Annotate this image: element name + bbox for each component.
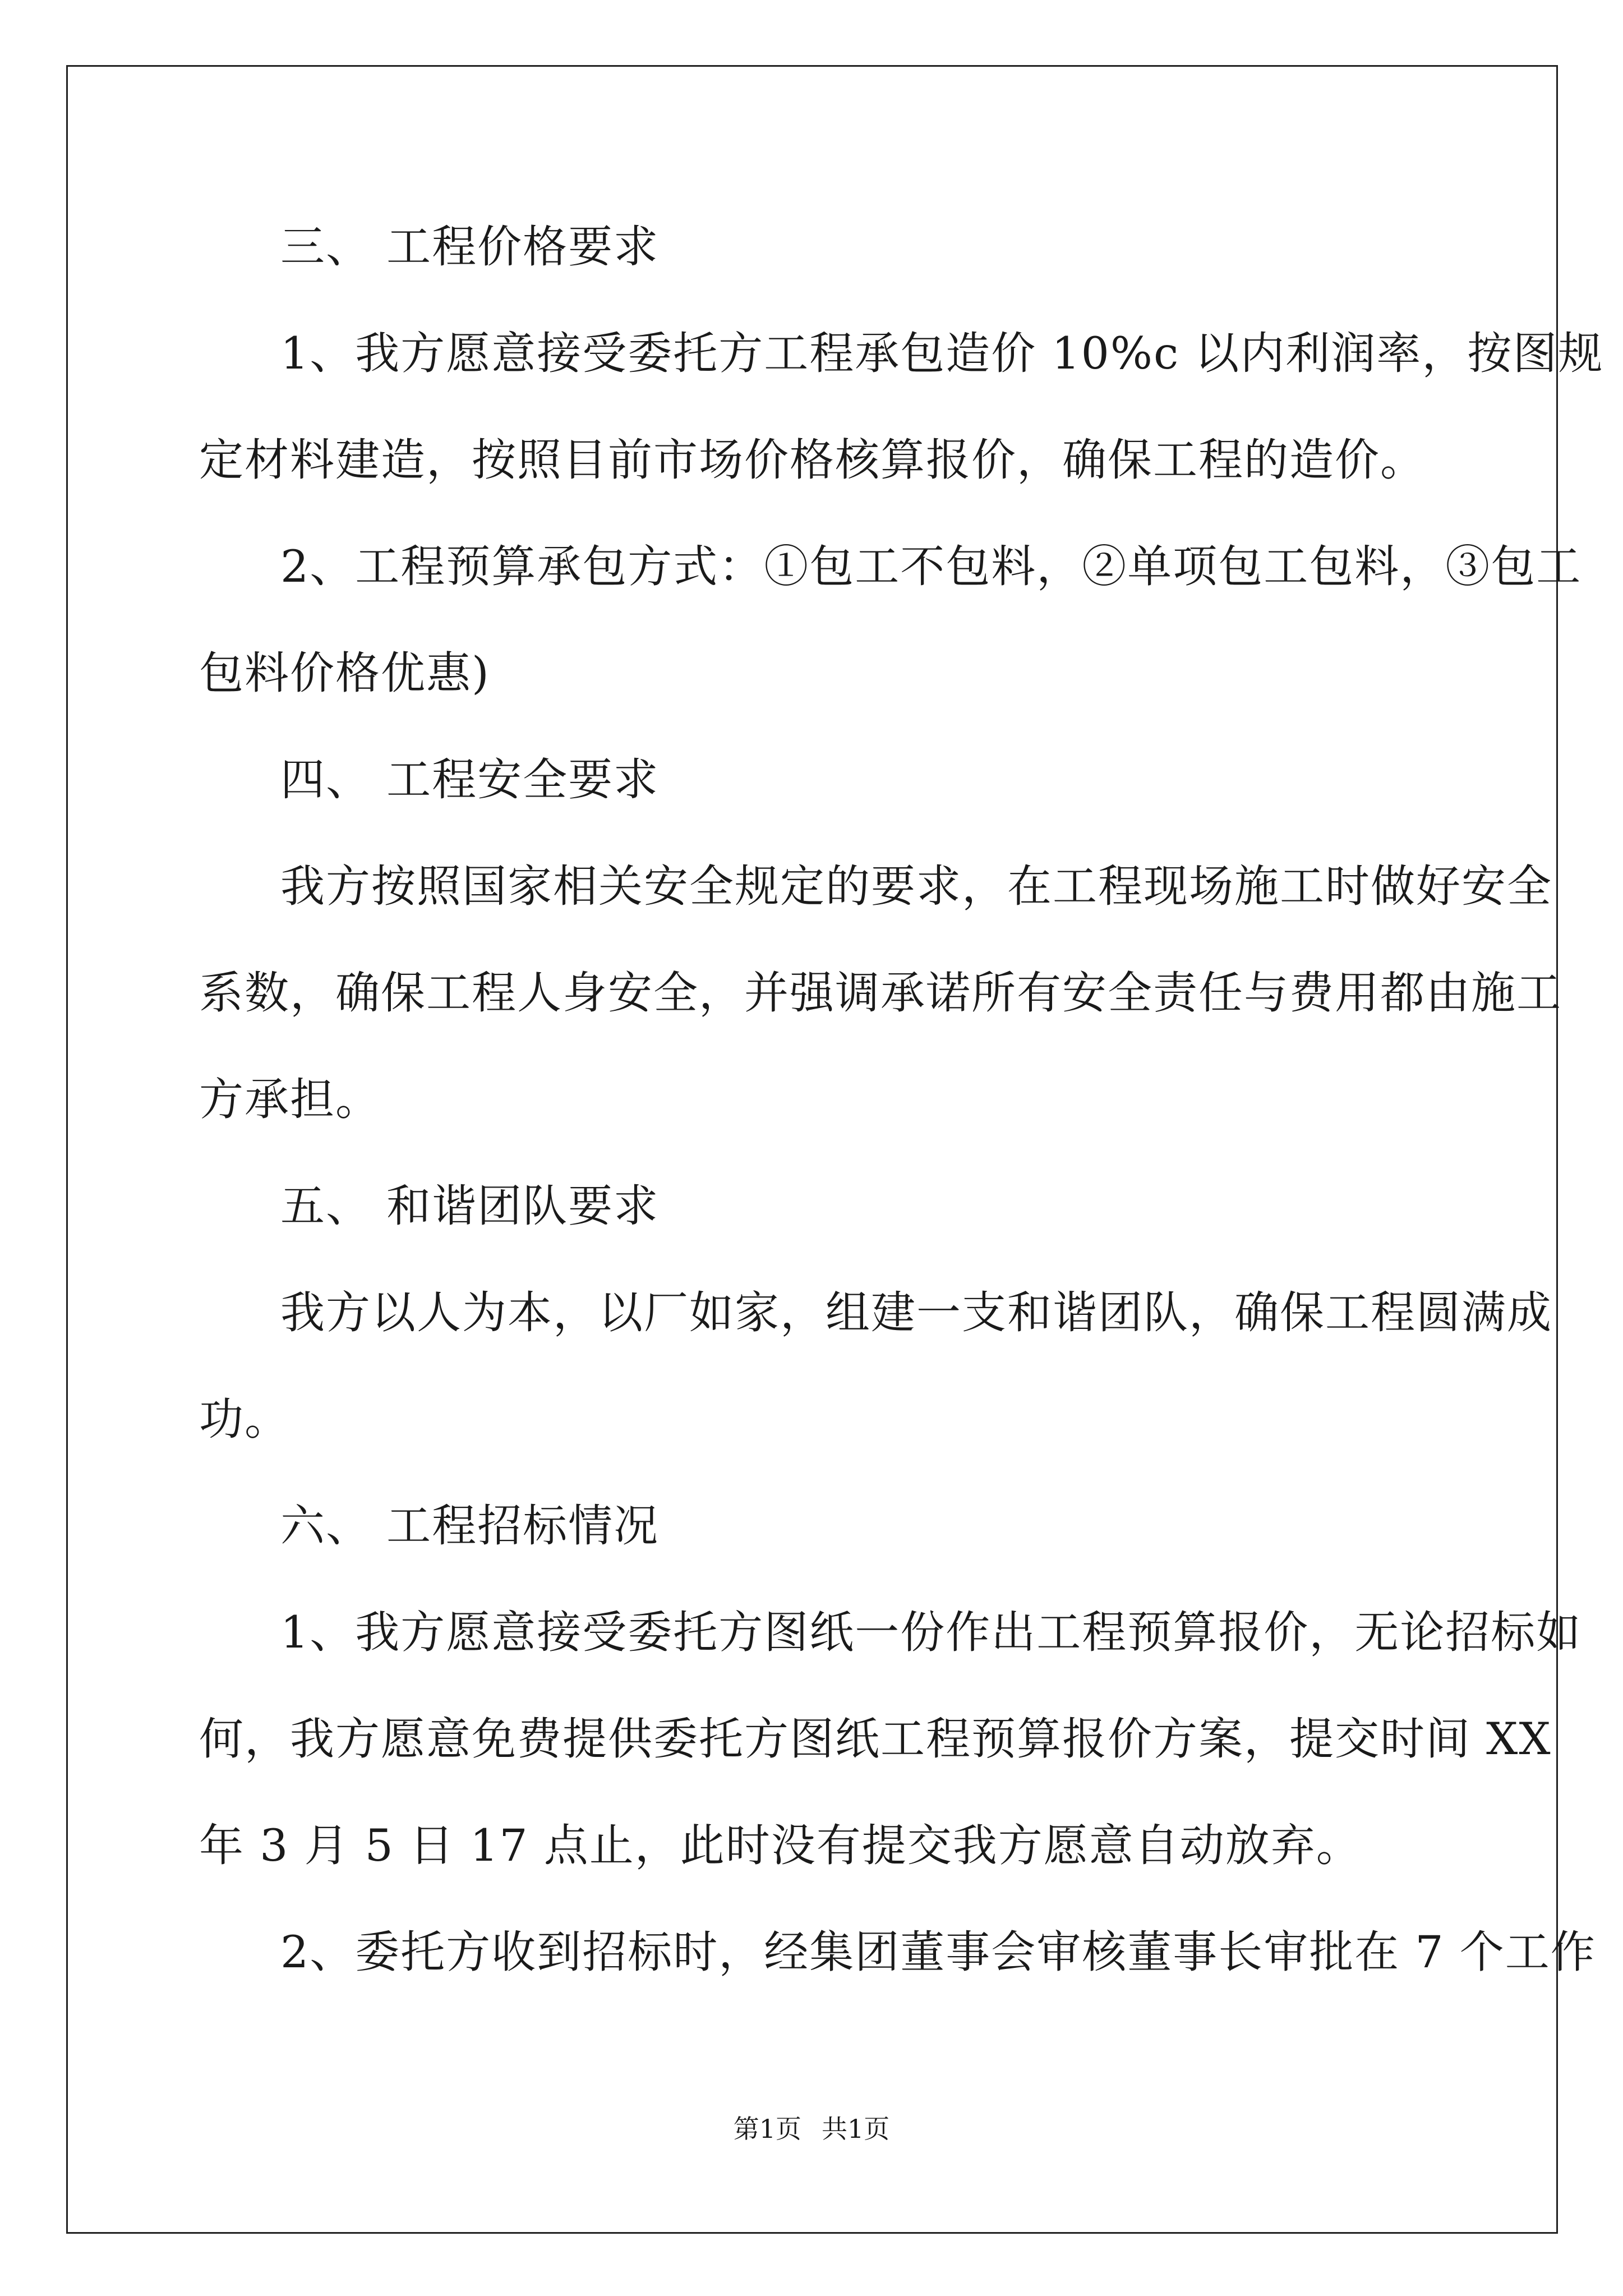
section-heading-5: 五、 和谐团队要求 [280, 1180, 660, 1232]
section-heading-3: 三、 工程价格要求 [280, 221, 660, 273]
paragraph-line: 何，我方愿意免费提供委托方图纸工程预算报价方案，提交时间 XX [199, 1713, 1552, 1765]
paragraph-line: 1、我方愿意接受委托方工程承包造价 10%c 以内利润率，按图规 [280, 328, 1604, 379]
page-footer [0, 2112, 1623, 2146]
paragraph-line: 1、我方愿意接受委托方图纸一份作出工程预算报价，无论招标如 [280, 1607, 1582, 1658]
paragraph-line: 我方以人为本，以厂如家，组建一支和谐团队，确保工程圆满成 [280, 1287, 1552, 1338]
paragraph-line: 系数，确保工程人身安全，并强调承诺所有安全责任与费用都由施工 [199, 967, 1562, 1019]
page-number: 第1页 [733, 2114, 801, 2144]
paragraph-line: 功。 [199, 1393, 290, 1445]
paragraph-line: 2、委托方收到招标时，经集团董事会审核董事长审批在 7 个工作 [280, 1926, 1596, 1978]
paragraph-line: 方承担。 [199, 1074, 381, 1125]
paragraph-line: 包料价格优惠) [199, 647, 490, 699]
paragraph-line: 2、工程预算承包方式：①包工不包料，②单项包工包料，③包工 [280, 541, 1582, 592]
section-heading-4: 四、 工程安全要求 [280, 754, 660, 806]
page-border [66, 65, 1558, 2234]
page-total: 共1页 [822, 2114, 890, 2144]
section-heading-6: 六、 工程招标情况 [280, 1500, 660, 1552]
paragraph-line: 年 3 月 5 日 17 点止，此时没有提交我方愿意自动放弃。 [199, 1820, 1362, 1871]
paragraph-line: 我方按照国家相关安全规定的要求，在工程现场施工时做好安全 [280, 861, 1552, 912]
paragraph-line: 定材料建造，按照目前市场价格核算报价，确保工程的造价。 [199, 434, 1426, 486]
